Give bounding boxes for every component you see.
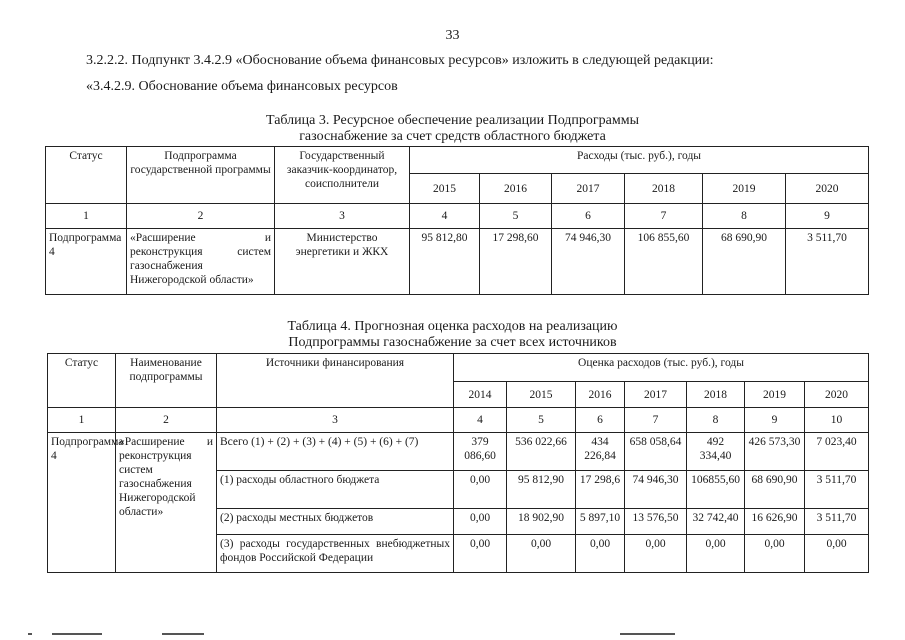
table3-col-number: 4 <box>410 204 480 229</box>
scan-edge-mark <box>52 633 102 635</box>
table3-year: 2015 <box>410 174 480 204</box>
page-number: 33 <box>445 28 460 43</box>
table4-col-number: 6 <box>576 408 625 433</box>
table4-value: 95 812,90 <box>507 471 576 509</box>
table4-value: 3 511,70 <box>805 471 869 509</box>
table3-col-number: 5 <box>480 204 552 229</box>
table4-year: 2018 <box>687 382 745 408</box>
table4-col-number: 4 <box>454 408 507 433</box>
table3-resource-provision <box>45 146 869 295</box>
table3-year: 2018 <box>625 174 703 204</box>
table4-value: 106855,60 <box>687 471 745 509</box>
table3-value: 106 855,60 <box>625 229 703 295</box>
table4-value: 16 626,90 <box>745 509 805 535</box>
table4-value: 18 902,90 <box>507 509 576 535</box>
table3-col-number: 9 <box>786 204 869 229</box>
table3-col-number: 8 <box>703 204 786 229</box>
table4-col-number: 7 <box>625 408 687 433</box>
table4-year: 2016 <box>576 382 625 408</box>
table3-status: Подпрограмма 4 <box>46 229 127 295</box>
table4-col-number: 3 <box>217 408 454 433</box>
table4-value: 434 226,84 <box>576 433 625 471</box>
table3-col-number: 1 <box>46 204 127 229</box>
table3-header-expenses: Расходы (тыс. руб.), годы <box>410 147 869 174</box>
table4-subprogram-name: «Расширение и реконструкция систем газоснабжения Нижегородской области» <box>116 433 217 573</box>
table4-source: (1) расходы областного бюджета <box>217 471 454 509</box>
table4-source: (2) расходы местных бюджетов <box>217 509 454 535</box>
scan-edge-mark <box>28 633 32 635</box>
table4-value: 0,00 <box>576 535 625 573</box>
table4-value: 0,00 <box>507 535 576 573</box>
table4-col-number: 9 <box>745 408 805 433</box>
table3-value: 95 812,80 <box>410 229 480 295</box>
table4-value: 658 058,64 <box>625 433 687 471</box>
table4-value: 68 690,90 <box>745 471 805 509</box>
table3-header-status: Статус <box>46 147 127 204</box>
table3-value: 74 946,30 <box>552 229 625 295</box>
table4-caption <box>0 319 905 351</box>
table3-subprogram-name: «Расширение и реконструкция систем газоснабжения Нижегородской области» <box>127 229 275 295</box>
table4-caption-line1: Таблица 4. Прогнозная оценка расходов на реализацию <box>287 319 618 334</box>
table3-col-number: 2 <box>127 204 275 229</box>
table4-col-number: 10 <box>805 408 869 433</box>
table4-year: 2020 <box>805 382 869 408</box>
table4-year: 2014 <box>454 382 507 408</box>
table4-value: 492 334,40 <box>687 433 745 471</box>
table-row <box>48 433 869 471</box>
table3-year: 2020 <box>786 174 869 204</box>
table3-col-number: 7 <box>625 204 703 229</box>
table4-header-sources: Источники финансирования <box>217 354 454 408</box>
table4-year: 2017 <box>625 382 687 408</box>
table4-value: 426 573,30 <box>745 433 805 471</box>
table4-value: 0,00 <box>454 535 507 573</box>
table4-col-number: 5 <box>507 408 576 433</box>
table4-header-status: Статус <box>48 354 116 408</box>
table-row <box>46 229 869 295</box>
table4-value: 0,00 <box>687 535 745 573</box>
table4-value: 13 576,50 <box>625 509 687 535</box>
table4-value: 32 742,40 <box>687 509 745 535</box>
table4-value: 74 946,30 <box>625 471 687 509</box>
table4-col-number: 2 <box>116 408 217 433</box>
paragraph-section-title: «3.4.2.9. Обоснование объема финансовых ресурсов <box>86 79 398 94</box>
table3-customer: Министерство энергетики и ЖКХ <box>275 229 410 295</box>
table4-value: 7 023,40 <box>805 433 869 471</box>
table4-value: 536 022,66 <box>507 433 576 471</box>
scan-edge-mark <box>162 633 204 635</box>
table4-value: 0,00 <box>454 471 507 509</box>
table4-col-number: 1 <box>48 408 116 433</box>
table4-value: 5 897,10 <box>576 509 625 535</box>
table4-source: Всего (1) + (2) + (3) + (4) + (5) + (6) + (7) <box>217 433 454 471</box>
table4-forecast-expenses <box>47 353 869 573</box>
table3-caption <box>0 113 905 145</box>
table3-header-customer: Государственный заказчик-координатор, соисполнители <box>275 147 410 204</box>
table4-header-name: Наименование подпрограммы <box>116 354 217 408</box>
scan-edge-mark <box>620 633 675 635</box>
table3-value: 17 298,60 <box>480 229 552 295</box>
table3-col-number: 3 <box>275 204 410 229</box>
table4-status: Подпрограмма 4 <box>48 433 116 573</box>
table4-value: 0,00 <box>625 535 687 573</box>
table3-year: 2017 <box>552 174 625 204</box>
table3-col-number: 6 <box>552 204 625 229</box>
table4-caption-line2: Подпрограммы газоснабжение за счет всех источников <box>288 335 617 350</box>
table4-header-expenses: Оценка расходов (тыс. руб.), годы <box>454 354 869 382</box>
table4-col-number: 8 <box>687 408 745 433</box>
table4-year: 2019 <box>745 382 805 408</box>
table3-year: 2016 <box>480 174 552 204</box>
table4-value: 3 511,70 <box>805 509 869 535</box>
table4-year: 2015 <box>507 382 576 408</box>
table4-value: 0,00 <box>805 535 869 573</box>
table4-value: 17 298,6 <box>576 471 625 509</box>
table3-caption-line1: Таблица 3. Ресурсное обеспечение реализации Подпрограммы <box>265 113 639 128</box>
table4-value: 0,00 <box>745 535 805 573</box>
table3-header-subprogram: Подпрограмма государственной программы <box>127 147 275 204</box>
table3-year: 2019 <box>703 174 786 204</box>
table4-value: 0,00 <box>454 509 507 535</box>
table4-source: (3) расходы государственных внебюджетных фондов Российской Федерации <box>217 535 454 573</box>
table4-value: 379 086,60 <box>454 433 507 471</box>
table3-value: 3 511,70 <box>786 229 869 295</box>
paragraph-amendment: 3.2.2.2. Подпункт 3.4.2.9 «Обоснование объема финансовых ресурсов» изложить в следующей редакции: <box>86 53 714 68</box>
table3-value: 68 690,90 <box>703 229 786 295</box>
table3-caption-line2: газоснабжение за счет средств областного бюджета <box>299 129 606 144</box>
